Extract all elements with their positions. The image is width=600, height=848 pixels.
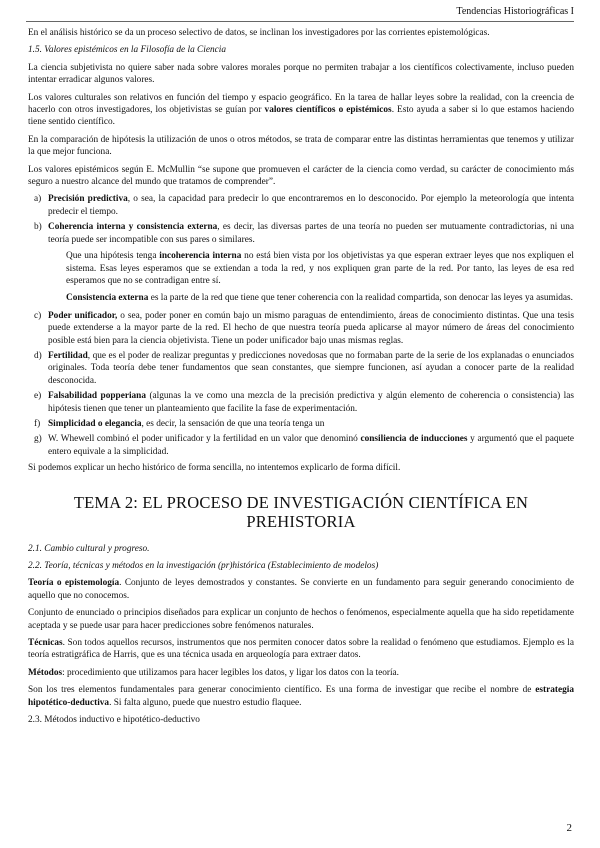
definition-metodos: Métodos: procedimiento que utilizamos para hacer legibles los datos, y ligar los datos con la teoría.: [28, 667, 400, 678]
list-item: d) Fertilidad, que es el poder de realizar preguntas y predicciones novedosas que no formaban parte de la serie de los explanadas o enunciados originales. Toda teoría debe tener fundamentos que sean constantes, que siempre funcionen, así ayudan a conocer parte de la realidad desconocida.: [34, 350, 574, 386]
list-item: g) W. Whewell combinó el poder unificador y la fertilidad en un valor que denominó consiliencia de inducciones y argumentó que el paquete entero equivale a la simplicidad.: [34, 434, 575, 457]
paragraph-mcmullin-quote: Los valores epistémicos según E. McMullin “se supone que promueven el carácter de la ciencia como verdad, su carácter de conocimiento más seguro a nuestro alcance del mundo que tratamos de comprender”.: [28, 164, 574, 188]
paragraph: En la comparación de hipótesis la utilización de unos o otros métodos, se trata de comparar entre las distintas herramientas que tenemos y utilizar la que mejor funciona.: [28, 134, 574, 158]
definition-tecnicas: Técnicas. Son todos aquellos recursos, instrumentos que nos permiten conocer datos sobre la realidad o fenómeno que estudiamos. Ejemplo es la teoría estratigráfica de Harris, que es una técnica usada en arqueología para extraer datos.: [28, 638, 574, 661]
list-item: e) Falsabilidad popperiana (algunas la ve como una mezcla de la precisión predictiva y algún elemento de coherencia o consistencia) las hipótesis tienen que tener un planteamiento que facilite la fase de experimentación.: [34, 391, 574, 414]
paragraph: La ciencia subjetivista no quiere saber nada sobre valores morales porque no permiten trabajar a los científicos colectivamente, incluso pueden intentar erradicar algunos valores.: [28, 62, 574, 86]
page-number: 2: [566, 822, 572, 834]
running-header: Tendencias Historiográficas I: [456, 6, 574, 17]
epistemic-values-list: [28, 193, 574, 246]
paragraph: Si podemos explicar un hecho histórico de forma sencilla, no intentemos explicarlo de forma difícil.: [28, 463, 401, 474]
list-item: a) Precisión predictiva, o sea, la capacidad para predecir lo que encontraremos en lo desconocido. Por ejemplo la meteorología que intenta predecir el tiempo.: [34, 194, 575, 217]
sub-paragraph: Que una hipótesis tenga incoherencia interna no está bien vista por los objetivistas ya que esperan extraer leyes que nos expliquen el sistema. Esas leyes esperamos que se extiendan a toda la red, y nos expliquen gran parte de la red. Por tanto, las leyes de esa red esperamos que no se contradigan entre sí.: [66, 251, 575, 286]
page-body: [28, 27, 574, 731]
paragraph-intro: En el análisis histórico se da un proceso selectivo de datos, se inclinan los investigadores por las corrientes epistemológicas.: [28, 28, 490, 38]
chapter-title: TEMA 2: EL PROCESO DE INVESTIGACIÓN CIENTÍFICA EN PREHISTORIA: [73, 492, 529, 531]
section-heading-2-2: 2.2. Teoría, técnicas y métodos en la investigación (pr)histórica (Establecimiento de modelos): [28, 561, 379, 571]
definition-teoria: Teoría o epistemología. Conjunto de leyes demostrados y constantes. Se convierte en un fundamento para seguir generando conocimiento de aquello que no conocemos.: [28, 578, 574, 601]
header-rule: [26, 21, 574, 22]
sub-paragraph: Consistencia externa es la parte de la red que tiene que tener coherencia con la realidad compartida, son denocar las leyes ya asumidas.: [66, 293, 573, 304]
list-item: b) Coherencia interna y consistencia externa, es decir, las diversas partes de una teoría no pueden ser mutuamente contradictorias, ni una teoría puede ser incompatible con sus pares o similares.: [34, 222, 574, 245]
section-heading-2-1: 2.1. Cambio cultural y progreso.: [28, 543, 150, 554]
section-heading-2-3: 2.3. Métodos inductivo e hipotético-deductivo: [28, 715, 200, 726]
list-item: f) Simplicidad o elegancia, es decir, la sensación de que una teoría tenga un: [34, 418, 325, 429]
paragraph: Conjunto de enunciado o principios diseñados para explicar un conjunto de hechos o fenómenos, especialmente aquella que ha sido repetidamente aceptada y se puede usar para hacer predicciones sobre fenómenos naturales.: [28, 608, 574, 631]
list-item: c) Poder unificador, o sea, poder poner en común bajo un mismo paraguas de entendimiento, áreas de conocimiento distintas. Que una tesis puede extenderse a la mayor parte de la red. El hecho de que nuestra teoría pueda aplicarse al mayor número de áreas del conocimiento posible está bien para la ciencia objetivista. Tiene un poder unificador bajo unas mismas reglas.: [34, 310, 574, 346]
paragraph: Los valores culturales son relativos en función del tiempo y espacio geográfico. En la tarea de hallar leyes sobre la realidad, con la creencia de hacerlo con otros investigadores, los objetivistas se guían por valores científicos o epistémicos. Esto ayuda a saber si lo que estamos haciendo tiene sentido científico.: [28, 92, 574, 128]
paragraph: Son los tres elementos fundamentales para generar conocimiento científico. Es una forma de investigar que recibe el nombre de estrategia hipotético-deductiva. Si falta alguno, puede que nuestro estudio flaquee.: [28, 685, 574, 708]
section-heading-1-5: 1.5. Valores epistémicos en la Filosofía de la Ciencia: [28, 45, 226, 56]
epistemic-values-list-cont: [28, 310, 574, 458]
